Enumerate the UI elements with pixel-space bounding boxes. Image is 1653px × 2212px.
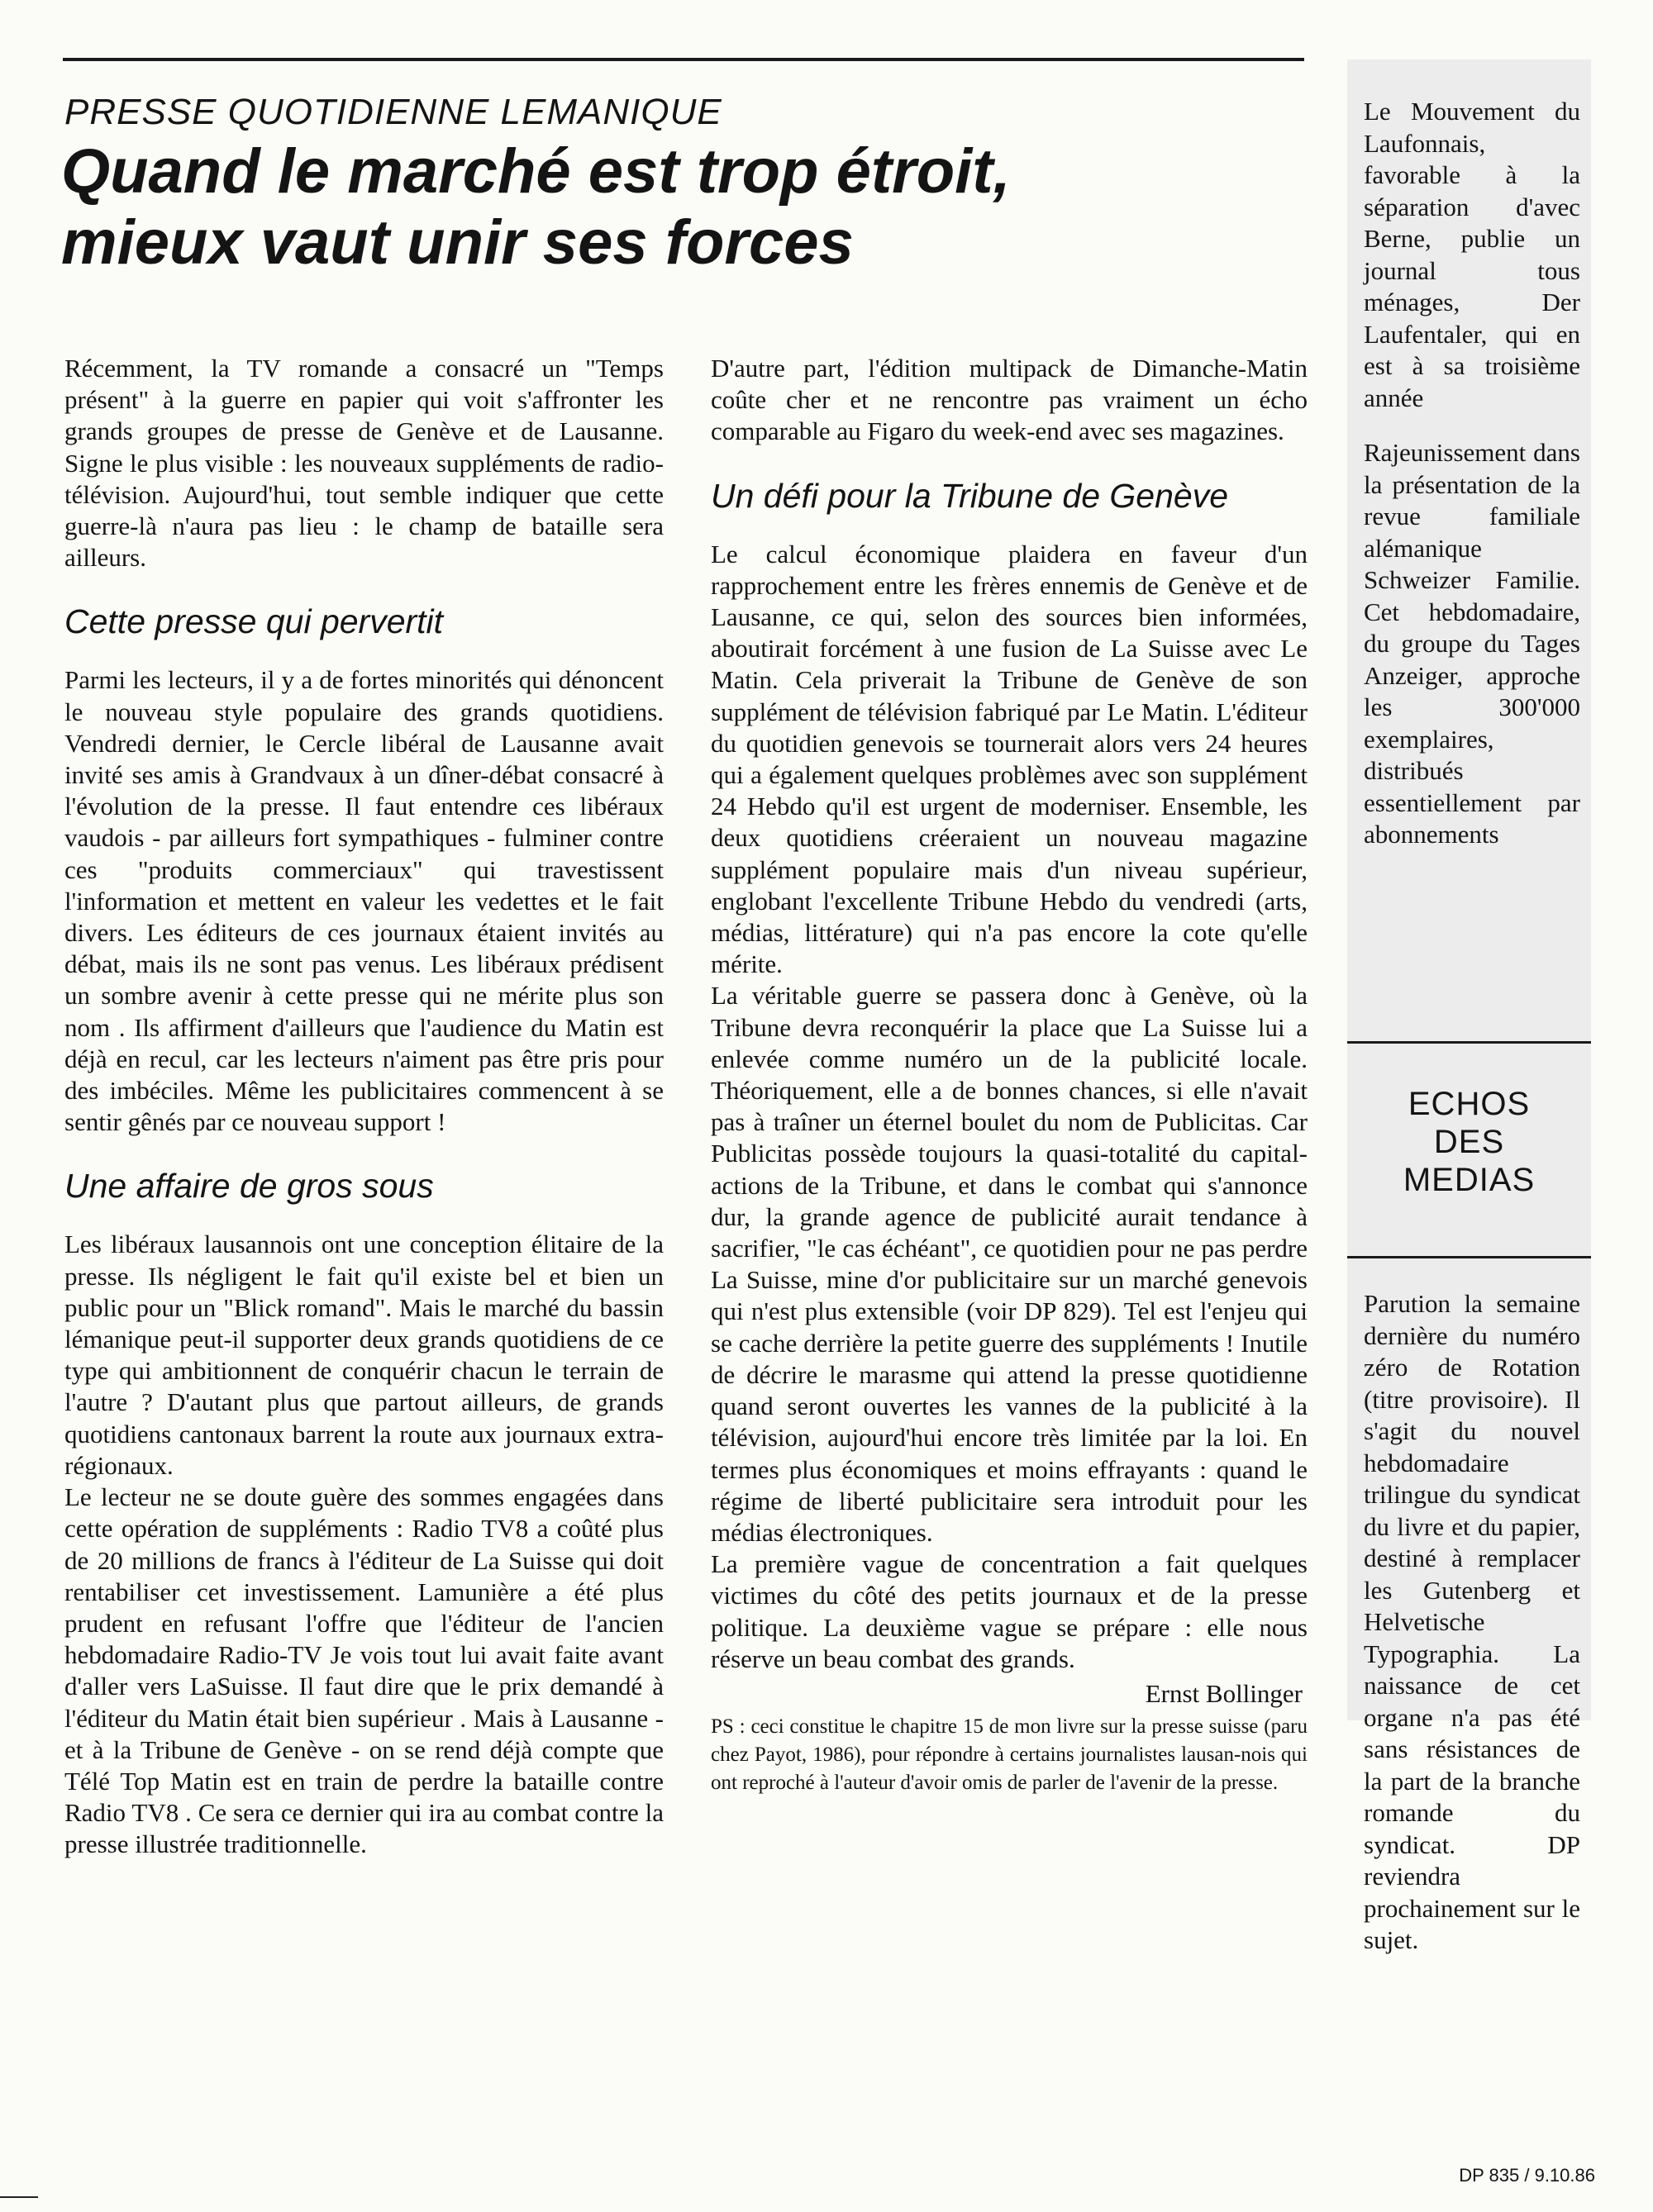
sidebar-bottom-text <box>1364 1288 1580 1980</box>
section-heading-3: Un défi pour la Tribune de Genève <box>711 476 1229 515</box>
sidebar-item-2: Rajeunissement dans la présentation de la revue familiale alémanique Schweizer Familie. Cet hebdomadaire, du groupe du Tages Anzeiger, approche les 300'000 exemplaires, distribués essentiellement par abonnements <box>1364 438 1580 849</box>
section-1-paragraph: Parmi les lecteurs, il y a de fortes minorités qui dénoncent le nouveau style populaire des grands quotidiens. Vendredi dernier, le Cercle libéral de Lausanne avait invité ses amis à Grandvaux à un dîner-débat consacré à l'évolution de la presse. Il faut entendre ces libéraux vaudois - par ailleurs fort sympathiques - fulminer contre ces "produits commerciaux" qui travestissent l'information et mettent en valeur les vedettes et le fait divers. Les éditeurs de ces journaux étaient invités au débat, mais ils ne sont pas venus. Les libéraux prédisent un sombre avenir à cette presse qui ne mérite plus son nom . Ils affirment d'ailleurs que l'audience du Matin est déjà en recul, car les lecteurs n'aiment pas être pris pour des imbéciles. Même les publicitaires commencent à se sentir gênés par ce nouveau support ! <box>64 665 664 1137</box>
headline-line-2: mieux vaut unir ses forces <box>61 207 854 278</box>
sidebar-item-3: Parution la semaine dernière du numéro zéro de Rotation (titre provisoire). Il s'agit du nouvel hebdomadaire trilingue du syndicat du livre et du papier, destiné à remplacer les Gutenberg et Helvetische Typographia. La naissance de cet organe n'a pas été sans résistances de la part de la branche romande du syndicat. DP reviendra prochainement sur le sujet. <box>1364 1289 1580 1954</box>
section-heading-2: Une affaire de gros sous <box>64 1167 434 1206</box>
sidebar-rule-top <box>1347 1041 1591 1044</box>
headline-line-1: Quand le marché est trop étroit, <box>61 136 1011 207</box>
sidebar-title-line-1: ECHOS <box>1408 1086 1531 1122</box>
column-2-paragraph-1: D'autre part, l'édition multipack de Dimanche-Matin coûte cher et ne rencontre pas vraiment un écho comparable au Figaro du week-end avec ses magazines. <box>711 354 1308 446</box>
author-signature: Ernst Bollinger <box>1145 1678 1303 1708</box>
kicker: PRESSE QUOTIDIENNE LEMANIQUE <box>64 92 722 132</box>
section-2-paragraph-1: Les libéraux lausannois ont une conception élitaire de la presse. Ils négligent le fait qu'il existe bel et bien un public pour un "Blick romand". Mais le marché du bassin lémanique peut-il supporter deux grands quotidiens de ce type qui ambitionnent de conquérir chacun le terrain de l'autre ? D'autant plus que partout ailleurs, de grands quotidiens cantonaux barrent la route aux journaux extra-régionaux. <box>64 1230 664 1480</box>
postscript: PS : ceci constitue le chapitre 15 de mon livre sur la presse suisse (paru chez Payot, 1986), pour répondre à certains journalistes lausan-nois qui ont reproché à l'auteur d'avoir omis de parler de l'avenir de la presse. <box>711 1715 1308 1795</box>
issue-footer: DP 835 / 9.10.86 <box>1459 2165 1595 2186</box>
headline <box>61 136 1309 278</box>
top-rule <box>63 58 1304 61</box>
section-3-paragraph-1: Le calcul économique plaidera en faveur d'un rapprochement entre les frères ennemis de Genève et de Lausanne, ce qui, selon des sources bien informées, aboutirait forcément à une fusion de La Suisse avec Le Matin. Cela priverait la Tribune de Genève de son supplément de télévision fabriqué par Le Matin. L'éditeur du quotidien genevois se tournerait alors vers 24 heures qui a également quelques problèmes avec son supplément 24 Hebdo qu'il est urgent de moderniser. Ensemble, les deux quotidiens créeraient un nouveau magazine supplément populaire mais d'un niveau supérieur, englobant l'excellente Tribune Hebdo du vendredi (arts, médias, littérature) qui n'a pas encore la cote qu'elle mérite. <box>711 539 1308 979</box>
section-heading-1: Cette presse qui pervertit <box>64 602 444 641</box>
section-2-paragraph-2: Le lecteur ne se doute guère des sommes engagées dans cette opération de suppléments : Radio TV8 a coûté plus de 20 millions de francs à l'éditeur de La Suisse qui doit rentabiliser cet investissement. Lamunière a été plus prudent en refusant l'offre que l'éditeur de l'ancien hebdomadaire Radio-TV Je vois tout lui avait faite avant d'aller vers LaSuisse. Il faut dire que le prix demandé à l'éditeur du Matin était bien supérieur . Mais à Lausanne - et à la Tribune de Genève - on se rend déjà compte que Télé Top Matin est en train de perdre la bataille contre Radio TV8 . Ce sera ce dernier qui ira au combat contre la presse illustrée traditionnelle. <box>64 1482 664 1859</box>
sidebar-title-line-2: DES <box>1433 1124 1505 1160</box>
intro-paragraph: Récemment, la TV romande a consacré un "Temps présent" à la guerre en papier qui voit s'affronter les grands groupes de presse de Genève et de Lausanne. Signe le plus visible : les nouveaux suppléments de radio-télévision. Aujourd'hui, tout semble indiquer que cette guerre-là n'aura pas lieu : le champ de bataille sera ailleurs. <box>64 354 664 573</box>
sidebar-item-1: Le Mouvement du Laufonnais, favorable à la séparation d'avec Berne, publie un journal tous ménages, Der Laufentaler, qui en est à sa troisième année <box>1364 97 1580 412</box>
sidebar-title-line-3: MEDIAS <box>1403 1162 1536 1198</box>
article-column-1 <box>64 353 664 1861</box>
sidebar-echos <box>1347 59 1591 1954</box>
section-3-paragraph-3: La première vague de concentration a fait quelques victimes du côté des petits journaux et de la presse politique. La deuxième vague se prépare : elle nous réserve un beau combat des grands. <box>711 1549 1308 1673</box>
sidebar-title <box>1347 1085 1591 1199</box>
section-3-paragraph-2: La véritable guerre se passera donc à Genève, où la Tribune devra reconquérir la place que La Suisse lui a enlevée comme numéro un de la publicité locale. Théoriquement, elle a de bonnes chances, si elle n'avait pas à traîner un éternel boulet du nom de Publicitas. Car Publicitas possède toujours la quasi-totalité du capital-actions de la Tribune, et dans le combat qui s'annonce dur, la grande agence de publicité aurait tendance à sacrifier, "le cas échéant", ce quotidien pour ne pas perdre La Suisse, mine d'or publicitaire sur un marché genevois qui n'est plus extensible (voir DP 829). Tel est l'enjeu qui se cache derrière la petite guerre des suppléments ! Inutile de décrire le marasme qui attend la presse quotidienne quand seront ouvertes les vannes de la publicité à la télévision, aujourd'hui encore très limitée par la loi. En termes plus économiques et moins effrayants : quand le régime de liberté publicitaire sera introduit pour les médias électroniques. <box>711 981 1308 1547</box>
crop-mark <box>0 2196 38 2198</box>
sidebar-top-text <box>1364 96 1580 874</box>
article-column-2 <box>711 353 1308 1797</box>
sidebar-rule-bottom <box>1347 1256 1591 1258</box>
